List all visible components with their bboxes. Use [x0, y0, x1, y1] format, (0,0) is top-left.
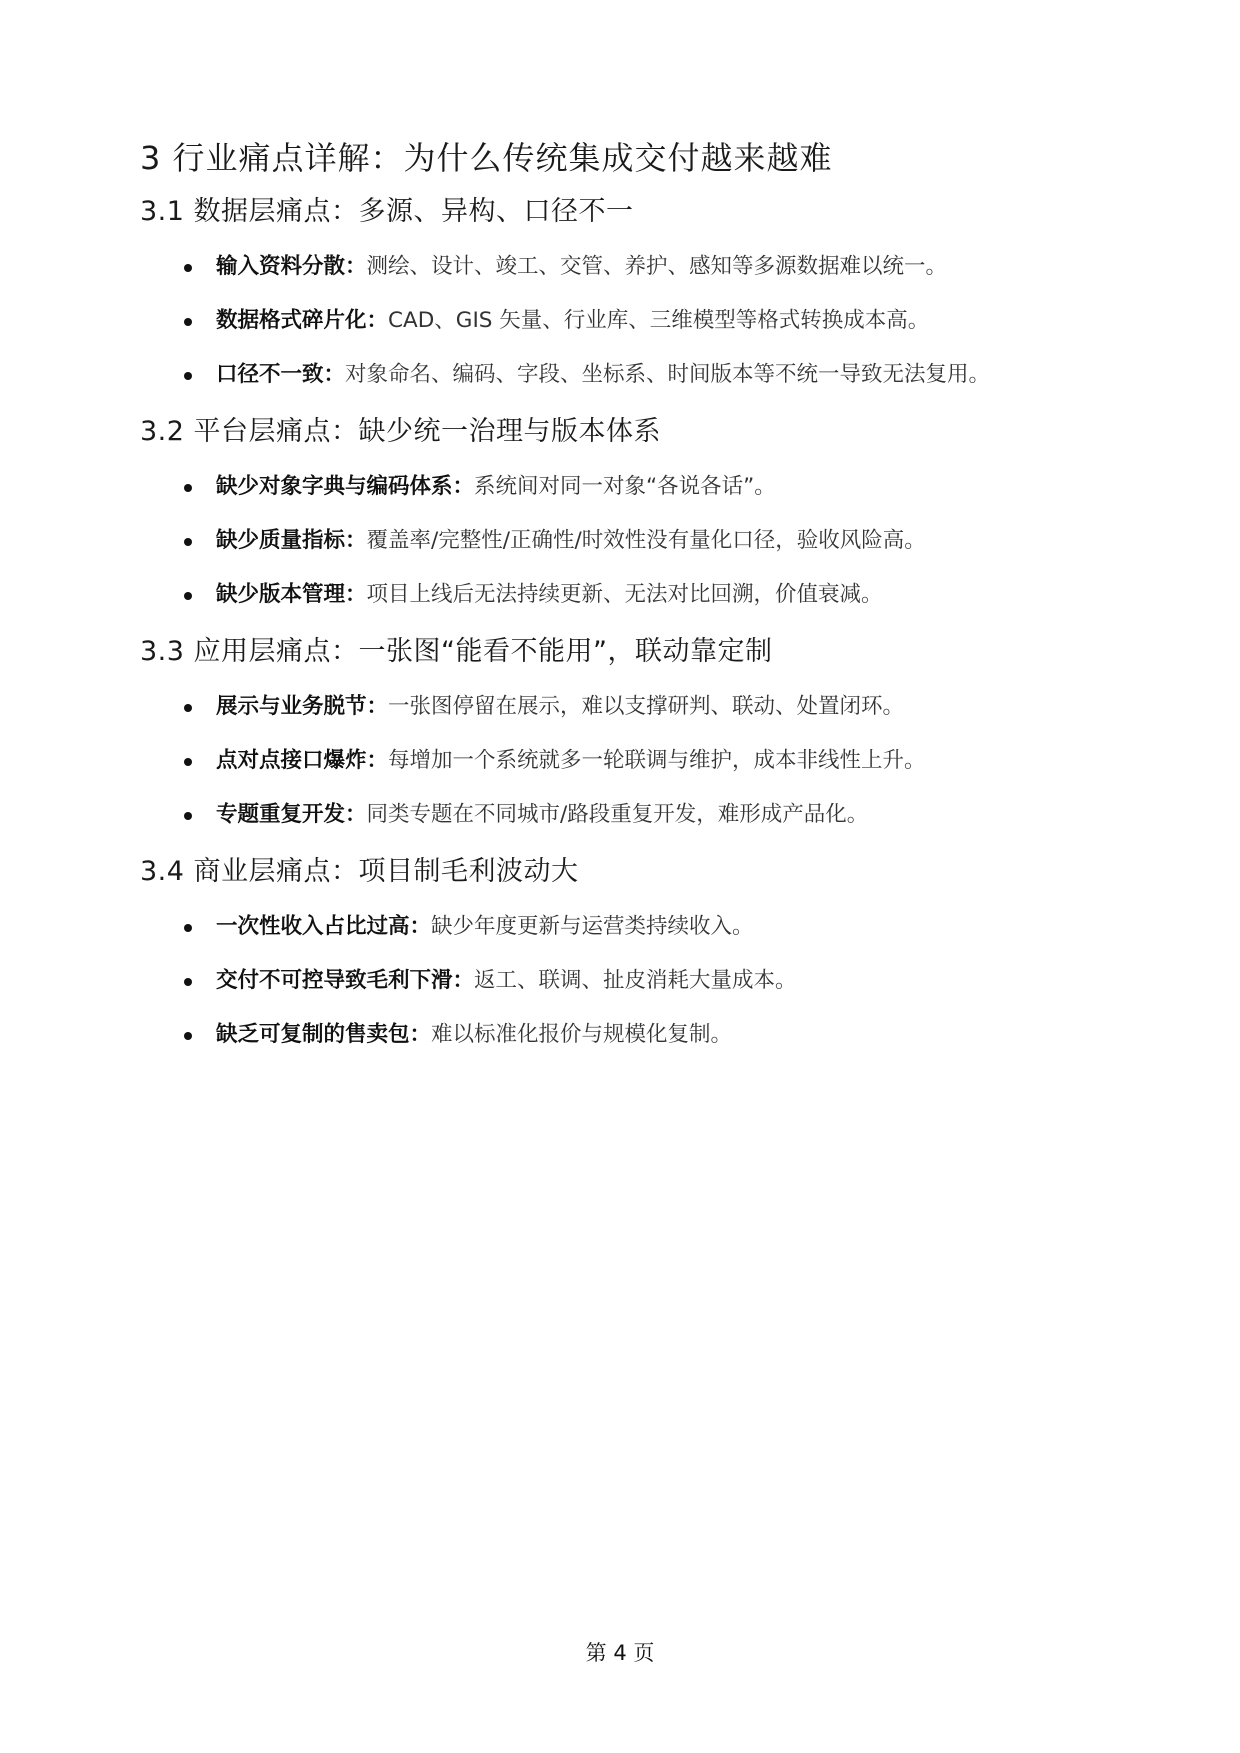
bullet-dot-icon: [184, 264, 192, 272]
item-description: 同类专题在不同城市/路段重复开发，难形成产品化。: [366, 802, 869, 827]
section-heading: 3.1 数据层痛点：多源、异构、口径不一: [140, 196, 634, 227]
list-item: [140, 688, 1140, 726]
page-content: [140, 136, 1140, 1072]
list-item: [140, 742, 1140, 780]
section-heading: 3.2 平台层痛点：缺少统一治理与版本体系: [140, 416, 662, 447]
item-term: 展示与业务脱节：: [216, 694, 389, 719]
item-description: CAD、GIS 矢量、行业库、三维模型等格式转换成本高。: [388, 308, 930, 333]
bullet-dot-icon: [184, 758, 192, 766]
list-item: [140, 356, 1140, 394]
list-item: [140, 796, 1140, 834]
bullet-dot-icon: [184, 592, 192, 600]
item-term: 缺乏可复制的售卖包：: [216, 1022, 432, 1047]
section-heading: 3.3 应用层痛点：一张图“能看不能用”，联动靠定制: [140, 636, 773, 667]
item-term: 缺少版本管理：: [216, 582, 367, 607]
bullet-dot-icon: [184, 318, 192, 326]
bullet-dot-icon: [184, 1032, 192, 1040]
item-description: 缺少年度更新与运营类持续收入。: [431, 914, 754, 939]
item-description: 每增加一个系统就多一轮联调与维护，成本非线性上升。: [388, 748, 926, 773]
item-term: 交付不可控导致毛利下滑：: [216, 968, 475, 993]
item-description: 返工、联调、扯皮消耗大量成本。: [474, 968, 797, 993]
item-description: 一张图停留在展示，难以支撑研判、联动、处置闭环。: [388, 694, 905, 719]
item-description: 覆盖率/完整性/正确性/时效性没有量化口径，验收风险高。: [366, 528, 926, 553]
section-platform-layer: [140, 412, 1140, 614]
item-term: 缺少对象字典与编码体系：: [216, 474, 475, 499]
item-term: 一次性收入占比过高：: [216, 914, 432, 939]
list-item: [140, 576, 1140, 614]
item-description: 项目上线后无法持续更新、无法对比回溯，价值衰减。: [366, 582, 883, 607]
bullet-dot-icon: [184, 484, 192, 492]
item-term: 专题重复开发：: [216, 802, 367, 827]
list-item: [140, 302, 1140, 340]
list-item: [140, 1016, 1140, 1054]
page-number: 第 4 页: [585, 1641, 655, 1665]
bullet-list: [140, 688, 1140, 834]
section-heading: 3.4 商业层痛点：项目制毛利波动大: [140, 856, 579, 887]
item-term: 口径不一致：: [216, 362, 346, 387]
bullet-dot-icon: [184, 538, 192, 546]
section-business-layer: [140, 852, 1140, 1054]
item-term: 数据格式碎片化：: [216, 308, 389, 333]
item-description: 测绘、设计、竣工、交管、养护、感知等多源数据难以统一。: [366, 254, 948, 279]
list-item: [140, 522, 1140, 560]
item-description: 系统间对同一对象“各说各话”。: [474, 474, 776, 499]
bullet-dot-icon: [184, 978, 192, 986]
bullet-list: [140, 468, 1140, 614]
bullet-dot-icon: [184, 812, 192, 820]
page-title: 3 行业痛点详解：为什么传统集成交付越来越难: [140, 139, 833, 177]
section-application-layer: [140, 632, 1140, 834]
item-term: 点对点接口爆炸：: [216, 748, 389, 773]
item-term: 输入资料分散：: [216, 254, 367, 279]
section-data-layer: [140, 192, 1140, 394]
item-term: 缺少质量指标：: [216, 528, 367, 553]
bullet-dot-icon: [184, 372, 192, 380]
item-description: 对象命名、编码、字段、坐标系、时间版本等不统一导致无法复用。: [345, 362, 991, 387]
item-description: 难以标准化报价与规模化复制。: [431, 1022, 733, 1047]
list-item: [140, 962, 1140, 1000]
bullet-list: [140, 248, 1140, 394]
bullet-dot-icon: [184, 924, 192, 932]
list-item: [140, 468, 1140, 506]
list-item: [140, 908, 1140, 946]
list-item: [140, 248, 1140, 286]
bullet-dot-icon: [184, 704, 192, 712]
bullet-list: [140, 908, 1140, 1054]
